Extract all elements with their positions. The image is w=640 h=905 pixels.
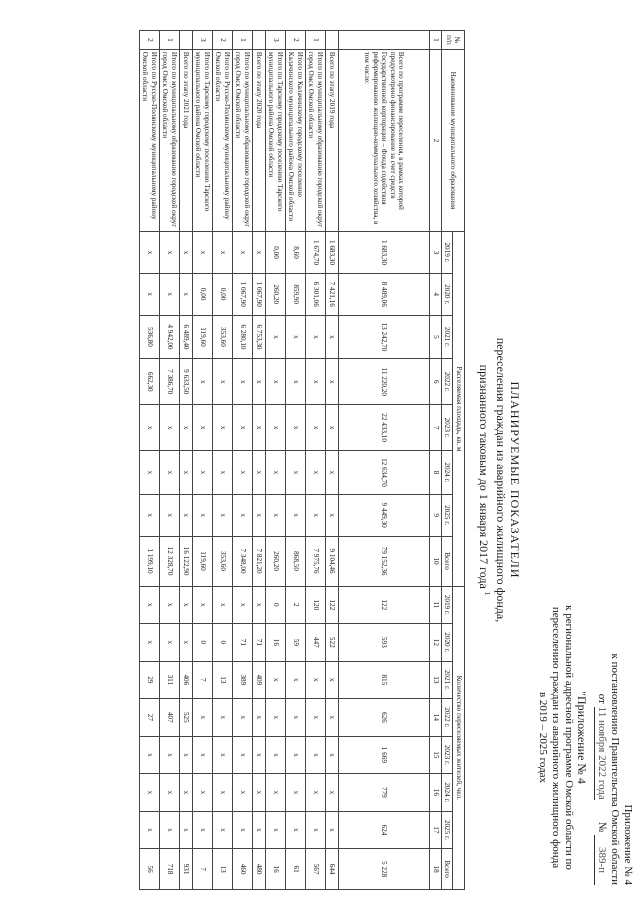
people-value-cell: x — [266, 811, 286, 849]
people-value-cell: x — [266, 699, 286, 737]
stage-total-row — [253, 31, 266, 890]
area-value-cell: x — [306, 494, 326, 536]
area-value-cell: x — [253, 405, 266, 451]
people-value-cell: 0 — [193, 624, 213, 662]
area-value-cell: 1 067,90 — [253, 273, 266, 315]
people-value-cell: 5 228 — [339, 849, 430, 890]
people-value-cell: 61 — [286, 849, 306, 890]
col-header-year: 2021 г. — [442, 661, 454, 699]
area-value-cell: 79 152,36 — [339, 536, 430, 586]
row-name-cell: Итого по Тарскому городскому поселению Тарского муниципального района Омской области — [266, 49, 286, 231]
people-value-cell: x — [180, 586, 193, 624]
people-value-cell: x — [266, 736, 286, 774]
area-value-cell: 859,90 — [286, 273, 306, 315]
people-value-cell: x — [160, 624, 180, 662]
people-value-cell: 7 — [193, 849, 213, 890]
area-value-cell: x — [160, 232, 180, 274]
people-value-cell: x — [233, 699, 253, 737]
people-value-cell: 59 — [286, 624, 306, 662]
area-value-cell: 8 489,06 — [339, 273, 430, 315]
area-value-cell: x — [326, 315, 339, 359]
col-header-year: 2021 г. — [442, 315, 454, 359]
area-value-cell: 353,60 — [213, 536, 233, 586]
footnote-mark: 1 — [483, 591, 491, 596]
area-value-cell: 7 975,76 — [306, 536, 326, 586]
column-number-cell: 3 — [430, 232, 442, 274]
col-header-number: № п/п — [442, 31, 465, 50]
people-value-cell: x — [266, 774, 286, 812]
area-value-cell: x — [253, 451, 266, 495]
people-value-cell: x — [160, 736, 180, 774]
people-value-cell: x — [306, 661, 326, 699]
header-resolution-line: к постановлению Правительства Омской области — [609, 653, 621, 885]
row-number-cell: 2 — [213, 31, 233, 50]
people-value-cell: x — [253, 699, 266, 737]
people-value-cell: 311 — [160, 661, 180, 699]
people-value-cell: x — [213, 774, 233, 812]
area-value-cell: x — [266, 359, 286, 405]
people-value-cell: x — [253, 736, 266, 774]
people-value-cell: 13 — [213, 849, 233, 890]
area-value-cell: 6 489,40 — [180, 315, 193, 359]
program-appendix-title: "Приложение № 4 — [575, 691, 589, 784]
table-row — [306, 31, 326, 890]
area-value-cell: x — [213, 359, 233, 405]
document-title: ПЛАНИРУЕМЫЕ ПОКАЗАТЕЛИ — [508, 381, 522, 579]
people-value-cell: 71 — [233, 624, 253, 662]
col-header-year: 2024 г. — [442, 774, 454, 812]
column-number-cell: 4 — [430, 273, 442, 315]
program-appendix-line: переселению граждан из аварийного жилищного фонда — [550, 606, 562, 869]
area-value-cell: 9 104,46 — [326, 536, 339, 586]
area-value-cell: x — [326, 405, 339, 451]
area-value-cell: x — [160, 494, 180, 536]
col-group-people: Количество переселяемых жителей, чел. — [453, 586, 465, 889]
row-number-cell: 2 — [286, 31, 306, 50]
area-value-cell: x — [180, 405, 193, 451]
people-value-cell: 480 — [253, 849, 266, 890]
people-value-cell: x — [233, 736, 253, 774]
people-value-cell: x — [286, 736, 306, 774]
area-value-cell: 1 683,30 — [339, 232, 430, 274]
area-value-cell: x — [213, 232, 233, 274]
row-name-cell: Всего по этапу 2021 года — [180, 49, 193, 231]
people-value-cell: 29 — [140, 661, 160, 699]
people-value-cell: x — [180, 774, 193, 812]
column-number-cell: 18 — [430, 849, 442, 890]
col-header-year: 2022 г. — [442, 699, 454, 737]
area-value-cell: x — [266, 451, 286, 495]
area-value-cell: x — [140, 273, 160, 315]
row-number-cell: 3 — [193, 31, 213, 50]
people-value-cell: x — [140, 736, 160, 774]
area-value-cell: x — [140, 232, 160, 274]
people-value-cell: x — [306, 811, 326, 849]
area-value-cell: x — [213, 405, 233, 451]
area-value-cell: 260,20 — [266, 273, 286, 315]
stage-total-row — [180, 31, 193, 890]
row-name-cell: Всего по этапу 2020 года — [253, 49, 266, 231]
area-value-cell: x — [140, 494, 160, 536]
people-value-cell: 2 — [286, 586, 306, 624]
people-value-cell: 567 — [306, 849, 326, 890]
column-number-cell: 10 — [430, 536, 442, 586]
area-value-cell: x — [233, 451, 253, 495]
people-value-cell: 447 — [306, 624, 326, 662]
number-label: № — [596, 821, 608, 833]
col-header-total: Всего — [442, 536, 454, 586]
column-number-cell: 7 — [430, 405, 442, 451]
col-header-total: Всего — [442, 849, 454, 890]
column-number-cell: 6 — [430, 359, 442, 405]
people-value-cell: 122 — [339, 586, 430, 624]
row-name-cell: Итого по муниципальному образованию городской округ город Омск Омской области — [233, 49, 253, 231]
people-value-cell: x — [326, 811, 339, 849]
people-value-cell: 409 — [253, 661, 266, 699]
people-value-cell: 525 — [180, 699, 193, 737]
area-value-cell: x — [193, 451, 213, 495]
people-value-cell: x — [160, 586, 180, 624]
column-number-cell: 9 — [430, 494, 442, 536]
area-value-cell: x — [233, 359, 253, 405]
area-value-cell: 9 633,50 — [180, 359, 193, 405]
people-value-cell: 120 — [306, 586, 326, 624]
people-value-cell: 56 — [140, 849, 160, 890]
people-value-cell: x — [193, 586, 213, 624]
area-value-cell: x — [180, 232, 193, 274]
people-value-cell: 1 669 — [339, 736, 430, 774]
area-value-cell: x — [213, 451, 233, 495]
people-value-cell: x — [140, 624, 160, 662]
area-value-cell: x — [253, 494, 266, 536]
area-value-cell: 868,50 — [286, 536, 306, 586]
document-subtitle: переселения граждан из аварийного жилищного фонда, — [494, 337, 508, 623]
area-value-cell: x — [180, 494, 193, 536]
table-row — [193, 31, 213, 890]
row-number-cell — [180, 31, 193, 50]
people-value-cell: x — [213, 586, 233, 624]
people-value-cell: 593 — [339, 624, 430, 662]
row-number-cell — [326, 31, 339, 50]
people-value-cell: x — [193, 774, 213, 812]
people-value-cell: x — [140, 586, 160, 624]
people-value-cell: x — [253, 774, 266, 812]
area-value-cell: 1 674,70 — [306, 232, 326, 274]
area-value-cell: 662,30 — [140, 359, 160, 405]
area-value-cell: 7 348,00 — [233, 536, 253, 586]
col-group-area: Расселяемая площадь, кв. м — [453, 232, 465, 586]
people-value-cell: 16 — [266, 849, 286, 890]
col-header-year: 2020 г. — [442, 273, 454, 315]
people-value-cell: 815 — [339, 661, 430, 699]
people-value-cell: 71 — [253, 624, 266, 662]
people-value-cell: x — [160, 774, 180, 812]
area-value-cell: x — [180, 451, 193, 495]
area-value-cell: 260,20 — [266, 536, 286, 586]
area-value-cell: 22 433,10 — [339, 405, 430, 451]
area-value-cell: x — [286, 451, 306, 495]
column-number-cell: 5 — [430, 315, 442, 359]
column-number-cell: 11 — [430, 586, 442, 624]
people-value-cell: x — [326, 736, 339, 774]
col-header-year: 2023 г. — [442, 405, 454, 451]
column-number-cell: 16 — [430, 774, 442, 812]
people-value-cell: x — [193, 699, 213, 737]
area-value-cell: 4 942,00 — [160, 315, 180, 359]
table-row — [140, 31, 160, 890]
people-value-cell: x — [306, 774, 326, 812]
people-value-cell: x — [253, 811, 266, 849]
people-value-cell: x — [326, 699, 339, 737]
row-number-cell — [253, 31, 266, 50]
people-value-cell: 644 — [326, 849, 339, 890]
area-value-cell: 0,00 — [193, 273, 213, 315]
row-name-cell: Итого по Русско-Полянскому муниципальному району Омской области — [213, 49, 233, 231]
column-number-cell: 14 — [430, 699, 442, 737]
column-number-cell: 8 — [430, 451, 442, 495]
people-value-cell: x — [160, 811, 180, 849]
people-value-cell: 779 — [339, 774, 430, 812]
area-value-cell: 6 301,06 — [306, 273, 326, 315]
area-value-cell: x — [286, 315, 306, 359]
area-value-cell: 13 242,70 — [339, 315, 430, 359]
row-name-cell: Всего по этапу 2019 года — [326, 49, 339, 231]
header-date-number-line — [594, 560, 608, 885]
table-row — [286, 31, 306, 890]
area-value-cell: x — [193, 405, 213, 451]
area-value-cell: 7 821,20 — [253, 536, 266, 586]
area-value-cell: x — [266, 315, 286, 359]
col-header-year: 2025 г. — [442, 811, 454, 849]
row-name-cell: Итого по Русско-Полянскому муниципальному району Омской области — [140, 49, 160, 231]
people-value-cell: 407 — [160, 699, 180, 737]
people-value-cell: 27 — [140, 699, 160, 737]
stage-total-row — [326, 31, 339, 890]
area-value-cell: x — [140, 451, 160, 495]
column-number-row — [430, 31, 442, 890]
program-appendix-line: к региональной адресной программе Омской области по — [563, 605, 575, 870]
area-value-cell: x — [193, 232, 213, 274]
people-value-cell: x — [193, 811, 213, 849]
people-value-cell: x — [213, 811, 233, 849]
area-value-cell: x — [233, 494, 253, 536]
program-appendix-line: в 2019 – 2025 годах — [537, 691, 549, 784]
row-name-cell: Итого по Тарскому городскому поселению Тарского муниципального района Омской области — [193, 49, 213, 231]
area-value-cell: 536,80 — [140, 315, 160, 359]
table-row — [213, 31, 233, 890]
row-number-cell: 1 — [233, 31, 253, 50]
col-header-year: 2019 г. — [442, 586, 454, 624]
people-value-cell: x — [180, 811, 193, 849]
area-value-cell: x — [266, 494, 286, 536]
people-value-cell: x — [326, 661, 339, 699]
area-value-cell: 7 386,70 — [160, 359, 180, 405]
people-value-cell: x — [180, 736, 193, 774]
area-value-cell: 6 753,30 — [253, 315, 266, 359]
area-value-cell: x — [286, 494, 306, 536]
people-value-cell: x — [286, 774, 306, 812]
area-value-cell: x — [180, 273, 193, 315]
document-title-block — [477, 160, 522, 800]
row-number-cell — [339, 31, 430, 50]
column-number-cell: 12 — [430, 624, 442, 662]
row-number-cell: 1 — [160, 31, 180, 50]
people-value-cell: 718 — [160, 849, 180, 890]
area-value-cell: 16 122,90 — [180, 536, 193, 586]
people-value-cell: x — [140, 811, 160, 849]
col-header-year: 2022 г. — [442, 359, 454, 405]
people-value-cell: x — [180, 624, 193, 662]
area-value-cell: 119,60 — [193, 536, 213, 586]
area-value-cell: 353,60 — [213, 315, 233, 359]
area-value-cell: x — [213, 494, 233, 536]
area-value-cell: 11 220,20 — [339, 359, 430, 405]
program-total-row — [339, 31, 430, 890]
col-header-year: 2023 г. — [442, 736, 454, 774]
table-row — [266, 31, 286, 890]
people-value-cell: 389 — [233, 661, 253, 699]
people-value-cell: x — [286, 661, 306, 699]
col-header-name: Наименование муниципального образования — [442, 49, 465, 231]
row-number-cell: 2 — [140, 31, 160, 50]
program-appendix-block — [536, 590, 588, 885]
people-value-cell: x — [140, 774, 160, 812]
area-value-cell: 8,60 — [286, 232, 306, 274]
header-appendix-line: Приложение № 4 — [622, 804, 634, 885]
people-value-cell: x — [266, 661, 286, 699]
people-value-cell: x — [306, 736, 326, 774]
people-value-cell: 0 — [213, 624, 233, 662]
people-value-cell: 13 — [213, 661, 233, 699]
people-value-cell: 7 — [193, 661, 213, 699]
area-value-cell: x — [306, 315, 326, 359]
people-value-cell: 626 — [339, 699, 430, 737]
people-value-cell: 0 — [266, 586, 286, 624]
row-number-cell: 1 — [306, 31, 326, 50]
area-value-cell: 119,60 — [193, 315, 213, 359]
people-value-cell: 16 — [266, 624, 286, 662]
area-value-cell: 1 683,30 — [326, 232, 339, 274]
column-number-cell: 17 — [430, 811, 442, 849]
table-row — [160, 31, 180, 890]
people-value-cell: x — [213, 736, 233, 774]
area-value-cell: 0,00 — [266, 232, 286, 274]
area-value-cell: 12 328,70 — [160, 536, 180, 586]
area-value-cell: x — [140, 405, 160, 451]
area-value-cell: x — [233, 405, 253, 451]
area-value-cell: 1 067,90 — [233, 273, 253, 315]
number-value: 389-п — [594, 835, 608, 885]
area-value-cell: 7 421,16 — [326, 273, 339, 315]
table-row — [233, 31, 253, 890]
area-value-cell: x — [160, 451, 180, 495]
area-value-cell: x — [253, 359, 266, 405]
row-name-cell: Итого по Калачинскому городскому поселению Калачинского муниципального района Омской области — [286, 49, 306, 231]
column-number-cell: 13 — [430, 661, 442, 699]
people-value-cell: 931 — [180, 849, 193, 890]
people-value-cell: x — [233, 811, 253, 849]
row-name-cell: Всего по программе переселения, в рамках которой предусмотрено финансирование за счет средств Государственной корпорации – Фонда содействия реформированию жилищно-коммунального хозяйства, в том числе: — [339, 49, 430, 231]
people-value-cell: 406 — [180, 661, 193, 699]
area-value-cell: x — [286, 405, 306, 451]
area-value-cell: x — [160, 273, 180, 315]
people-value-cell: x — [326, 774, 339, 812]
people-value-cell: 122 — [326, 586, 339, 624]
area-value-cell: x — [193, 494, 213, 536]
people-value-cell: x — [253, 586, 266, 624]
people-value-cell: 522 — [326, 624, 339, 662]
people-value-cell: x — [193, 736, 213, 774]
col-header-year: 2020 г. — [442, 624, 454, 662]
people-value-cell: x — [233, 774, 253, 812]
col-header-year: 2024 г. — [442, 451, 454, 495]
col-header-year: 2025 г. — [442, 494, 454, 536]
area-value-cell: 0,00 — [213, 273, 233, 315]
area-value-cell: x — [326, 359, 339, 405]
area-value-cell: x — [266, 405, 286, 451]
row-name-cell: Итого по муниципальному образованию городской округ город Омск Омской области — [306, 49, 326, 231]
area-value-cell: 12 634,70 — [339, 451, 430, 495]
column-number-cell: 2 — [430, 49, 442, 231]
people-value-cell: 460 — [233, 849, 253, 890]
area-value-cell: x — [233, 232, 253, 274]
area-value-cell: x — [286, 359, 306, 405]
area-value-cell: x — [306, 405, 326, 451]
people-value-cell: x — [286, 699, 306, 737]
col-header-year: 2019 г. — [442, 232, 454, 274]
area-value-cell: x — [253, 232, 266, 274]
people-value-cell: x — [306, 699, 326, 737]
column-number-cell: 15 — [430, 736, 442, 774]
indicators-table — [139, 30, 465, 890]
area-value-cell: 6 280,10 — [233, 315, 253, 359]
column-number-cell: 1 — [430, 31, 442, 50]
date-value: 11 ноября 2022 года — [596, 706, 608, 800]
people-value-cell: 624 — [339, 811, 430, 849]
people-value-cell: x — [233, 586, 253, 624]
row-number-cell: 3 — [266, 31, 286, 50]
people-value-cell: x — [213, 699, 233, 737]
area-value-cell: x — [306, 451, 326, 495]
area-value-cell: 9 449,30 — [339, 494, 430, 536]
area-value-cell: 1 199,10 — [140, 536, 160, 586]
document-subtitle: признанного таковым до 1 января 2017 года $^1$ — [477, 364, 491, 596]
area-value-cell: x — [306, 359, 326, 405]
area-value-cell: x — [193, 359, 213, 405]
people-value-cell: x — [286, 811, 306, 849]
area-value-cell: x — [326, 494, 339, 536]
area-value-cell: x — [326, 451, 339, 495]
date-label: от — [596, 693, 608, 704]
row-name-cell: Итого по муниципальному образованию городской округ город Омск Омской области — [160, 49, 180, 231]
area-value-cell: x — [160, 405, 180, 451]
